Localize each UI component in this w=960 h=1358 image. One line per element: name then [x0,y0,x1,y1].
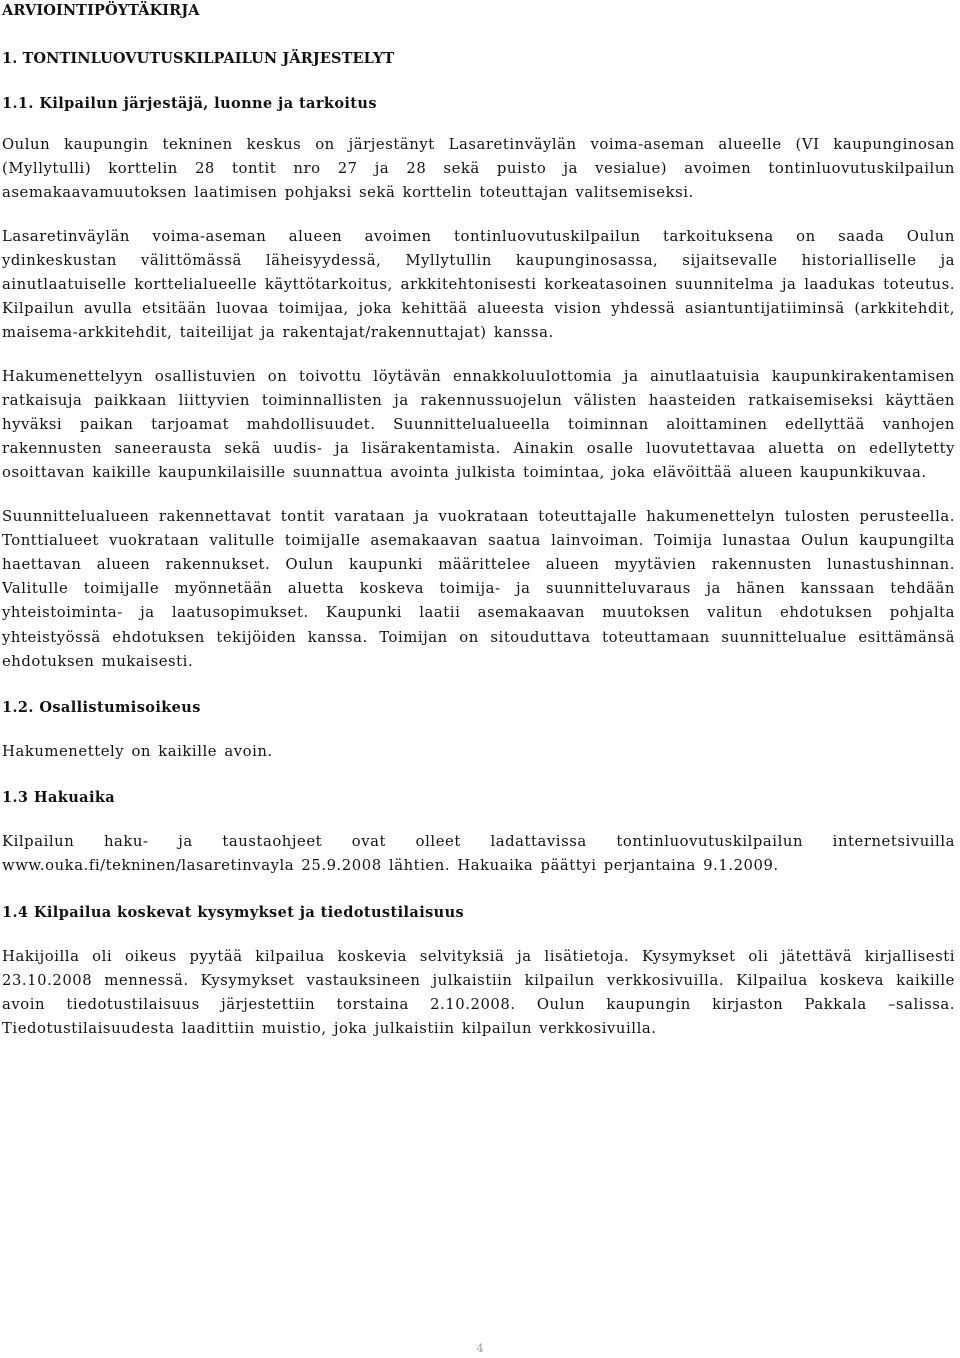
subsection-heading-1-1: 1.1. Kilpailun järjestäjä, luonne ja tarkoitus [2,95,377,112]
page-number: 4 [476,1342,484,1355]
paragraph-organizer: Oulun kaupungin tekninen keskus on järjestänyt Lasaretinväylän voima-aseman alueelle (VI kaupunginosan (Myllytulli) korttelin 28 tontit nro 27 ja 28 sekä puisto ja vesialue) avoimen tontinluovutuskilpailun asemakaavamuutoksen laatimisen pohjaksi sekä korttelin toteuttajan valitsemiseksi. [2,136,955,202]
paragraph-eligibility: Hakumenettely on kaikille avoin. [2,743,273,761]
paragraph-plots: Suunnittelualueen rakennettavat tontit varataan ja vuokrataan toteuttajalle hakumenettelyn tulosten perusteella. Tonttialueet vuokrataan valitulle toimijalle asemakaavan saatua lainvoiman. Toimija lunastaa Oulun kaupungilta haettavan alueen rakennukset. Oulun kaupunki määrittelee alueen myytävien rakennusten lunastushinnan. Valitulle toimijalle myönnetään aluetta koskeva toimija- ja suunnitteluvaraus ja hänen kanssaan tehdään yhteistoiminta- ja laatusopimukset. Kaupunki laatii asemakaavan muutoksen valitun ehdotuksen pohjalta yhteistyössä ehdotuksen tekijöiden kanssa. Toimijan on sitouduttava toteuttamaan suunnittelualue esittämänsä ehdotuksen mukaisesti. [2,507,955,670]
paragraph-purpose: Lasaretinväylän voima-aseman alueen avoimen tontinluovutuskilpailun tarkoituksena on saada Oulun ydinkeskustan välittömässä läheisyydessä, Myllytullin kaupunginosassa, sijaitsevalle historialliselle ja ainutlaatuiselle korttelialueelle käyttötarkoitus, arkkitehtonisesti korkeatasoinen suunnitelma ja laadukas toteutus. Kilpailun avulla etsitään luovaa toimijaa, joka kehittää alueesta vision yhdessä asiantuntijatiiminsä (arkkitehdit, maisema-arkkitehdit, taiteilijat ja rakentajat/rakennuttajat) kanssa. [2,227,955,342]
paragraph-participants: Hakumenettelyyn osallistuvien on toivottu löytävän ennakkoluulottomia ja ainutlaatuisia kaupunkirakentamisen ratkaisuja paikkaan liittyvien toiminnallisten ja rakennussuojelun välisten haasteiden ratkaisemiseksi käyttäen hyväksi paikan tarjoamat mahdollisuudet. Suunnittelualueella toiminnan aloittaminen edellyttää vanhojen rakennusten saneerausta sekä uudis- ja lisärakentamista. Ainakin osalle luovutettavaa aluetta on edellytetty osoittavan kaikille kaupunkilaisille suunnattua avointa julkista toimintaa, joka elävöittää alueen kaupunkikuvaa. [2,367,955,482]
paragraph-questions-info: Hakijoilla oli oikeus pyytää kilpailua koskevia selvityksiä ja lisätietoja. Kysymykset oli jätettävä kirjallisesti 23.10.2008 mennessä. Kysymykset vastauksineen julkaistiin kilpailun verkkosivuilla. Kilpailua koskeva kaikille avoin tiedotustilaisuus järjestettiin torstaina 2.10.2008. Oulun kaupungin kirjaston Pakkala –salissa. Tiedotustilaisuudesta laadittiin muistio, joka julkaistiin kilpailun verkkosivuilla. [2,947,955,1038]
document-page [2,0,955,1041]
subsection-heading-1-4: 1.4 Kilpailua koskevat kysymykset ja tiedotustilaisuus [2,903,465,921]
subsection-heading-1-2: 1.2. Osallistumisoikeus [2,699,201,717]
paragraph-application-period: Kilpailun haku- ja taustaohjeet ovat olleet ladattavissa tontinluovutuskilpailun internetsivuilla www.ouka.fi/tekninen/lasaretinvayla 25.9.2008 lähtien. Hakuaika päättyi perjantaina 9.1.2009. [2,833,955,875]
document-title: ARVIOINTIPÖYTÄKIRJA [2,2,200,19]
section-heading-1: 1. TONTINLUOVUTUSKILPAILUN JÄRJESTELYT [2,50,395,67]
subsection-heading-1-3: 1.3 Hakuaika [2,789,116,807]
